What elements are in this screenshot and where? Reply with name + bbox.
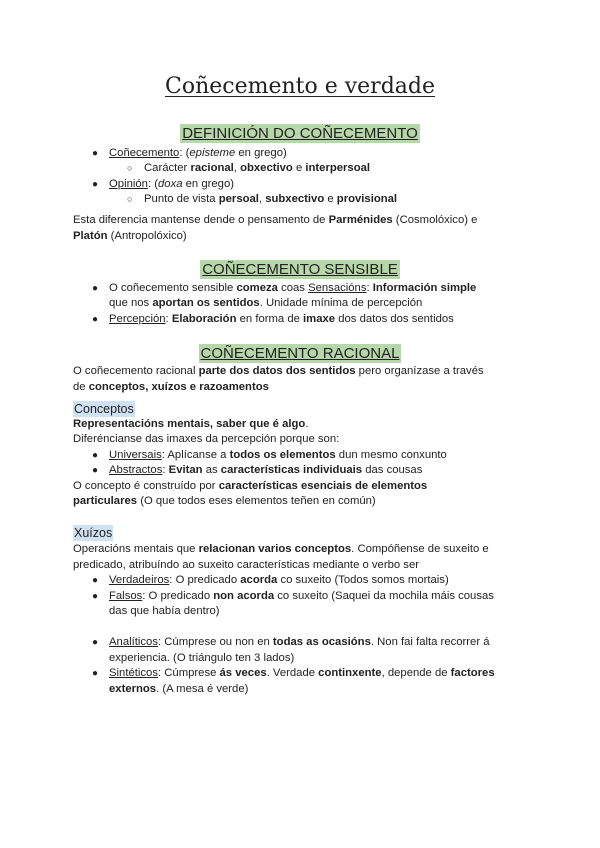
- bold-obxectivo: obxectivo: [240, 162, 293, 174]
- italic-episteme: episteme: [189, 147, 236, 159]
- text-span: : (: [179, 147, 190, 159]
- text-span: . Non fai falta recorrer á: [370, 636, 490, 648]
- conceptos-line3: [73, 479, 427, 494]
- bold-interpersoal: interpersoal: [305, 162, 371, 174]
- bold-elaboracion: Elaboración: [171, 313, 237, 325]
- text-span: en grego): [235, 147, 287, 159]
- text-span: e: [292, 162, 306, 174]
- text-span: ,: [258, 193, 266, 205]
- circle-bullet-icon: ○: [127, 194, 133, 204]
- text-span: O concepto é construído por: [73, 480, 219, 492]
- text-span: : (: [147, 178, 158, 190]
- text-span: en forma de: [236, 313, 304, 325]
- term-verdadeiros: Verdadeiros: [109, 574, 170, 586]
- definicion-subitem-caracter: [144, 161, 370, 176]
- bold-aportan: aportan os sentidos: [152, 297, 260, 309]
- text-span: (Cosmolóxico) e: [392, 214, 478, 226]
- text-span: : Aplícanse a: [161, 449, 230, 461]
- term-percepcion: Percepción: [109, 313, 166, 325]
- italic-doxa: doxa: [158, 178, 183, 190]
- subheading-xuizos: Xuízos: [74, 526, 113, 540]
- term-sensacions: Sensacións: [308, 282, 367, 294]
- term-abstractos: Abstractos: [109, 464, 163, 476]
- text-span: :: [165, 313, 172, 325]
- text-span: . Compóñense de suxeito e: [351, 543, 489, 555]
- conceptos-line2: Diferéncianse das imaxes da percepción porque son:: [73, 433, 340, 445]
- bold-acorda: acorda: [240, 574, 278, 586]
- bold-subxectivo: subxectivo: [265, 193, 325, 205]
- bullet-icon: ●: [92, 314, 99, 325]
- text-span: Punto de vista: [144, 193, 219, 205]
- bold-factores: factores: [450, 667, 495, 679]
- xuizos-bullet-sinteticos: [109, 666, 495, 681]
- conceptos-line4: [73, 494, 376, 509]
- bold-todos-elementos: todos os elementos: [229, 449, 336, 461]
- bold-persoal: persoal: [218, 193, 259, 205]
- text-span: co suxeito (Saquei da mochila máis cousas: [274, 590, 494, 602]
- bold-parmenides: Parménides: [328, 214, 393, 226]
- xuizos-bullet-sinteticos-cont: [109, 682, 248, 697]
- section-heading-sensible-wrap: [0, 260, 600, 279]
- text-span: pero organízase a través: [355, 365, 484, 377]
- text-span: en grego): [182, 178, 234, 190]
- bold-provisional: provisional: [336, 193, 398, 205]
- subheading-conceptos: Conceptos: [74, 402, 134, 416]
- term-universais: Universais: [109, 449, 162, 461]
- xuizos-line2: predicado, atribuíndo ao suxeito características mediante o verbo ser: [73, 559, 420, 571]
- bold-evitan: Evitan: [168, 464, 203, 476]
- xuizos-line1: [73, 542, 489, 557]
- bullet-icon: ●: [92, 465, 99, 476]
- text-span: .: [305, 418, 309, 430]
- bold-informacion-simple: Información simple: [372, 282, 477, 294]
- bold-platon: Platón: [73, 230, 108, 242]
- term-analiticos: Analíticos: [109, 636, 158, 648]
- text-span: (Antropolóxico): [107, 230, 187, 242]
- text-span: :: [162, 464, 169, 476]
- bullet-icon: ●: [92, 637, 99, 648]
- bold-imaxe: imaxe: [303, 313, 336, 325]
- term-falsos: Falsos: [109, 590, 143, 602]
- definicion-paragraph-line2: [73, 229, 187, 244]
- xuizos-bullet-falsos-cont: das que había dentro): [109, 605, 220, 617]
- term-opinion: Opinión: [109, 178, 148, 190]
- bullet-icon: ●: [92, 450, 99, 461]
- text-span: . Unidade mínima de percepción: [259, 297, 423, 309]
- bold-non-acorda: non acorda: [213, 590, 275, 602]
- xuizos-bullet-analiticos-cont: experiencia. (O triángulo ten 3 lados): [109, 652, 295, 664]
- bold-caracteristicas-esenciais: características esenciais de elementos: [218, 480, 428, 492]
- bold-as-veces: ás veces: [219, 667, 267, 679]
- text-span: as: [202, 464, 221, 476]
- text-span: coas: [277, 282, 309, 294]
- text-span: ,: [233, 162, 241, 174]
- bold-conceptos-xuizos: conceptos, xuízos e razoamentos: [88, 381, 269, 393]
- text-span: que nos: [109, 297, 153, 309]
- bold-todas-ocasions: todas as ocasións: [272, 636, 371, 648]
- text-span: . (A mesa é verde): [156, 683, 249, 695]
- section-heading-definicion: DEFINICIÓN DO COÑECEMENTO: [182, 125, 418, 142]
- text-span: co suxeito (Todos somos mortais): [277, 574, 449, 586]
- section-heading-sensible: COÑECEMENTO SENSIBLE: [202, 261, 398, 278]
- bullet-icon: ●: [92, 575, 99, 586]
- definicion-paragraph-line1: [73, 213, 477, 228]
- term-coñecemento: Coñecemento: [109, 147, 180, 159]
- bold-parte-datos: parte dos datos dos sentidos: [198, 365, 356, 377]
- bullet-icon: ●: [92, 591, 99, 602]
- text-span: Esta diferencia mantense dende o pensamento de: [73, 214, 329, 226]
- xuizos-bullet-analiticos: [109, 635, 490, 650]
- sensible-line3: [109, 312, 454, 327]
- conceptos-bullet-abstractos: [109, 463, 422, 478]
- bold-racional: racional: [190, 162, 234, 174]
- text-span: O coñecemento racional: [73, 365, 199, 377]
- text-span: . Verdade: [266, 667, 319, 679]
- bold-caracteristicas-individuais: características individuais: [220, 464, 363, 476]
- sensible-line2: [109, 296, 422, 311]
- bold-externos: externos: [109, 683, 157, 695]
- text-span: Carácter: [144, 162, 191, 174]
- bullet-icon: ●: [92, 668, 99, 679]
- page-title: Coñecemento e verdade: [164, 74, 435, 99]
- bullet-icon: ●: [92, 148, 99, 159]
- text-span: dun mesmo conxunto: [335, 449, 447, 461]
- xuizos-bullet-verdadeiros: [109, 573, 449, 588]
- racional-line1: [73, 364, 484, 379]
- bullet-icon: ●: [92, 283, 99, 294]
- conceptos-bullet-universais: [109, 448, 447, 463]
- definicion-item-coñecemento: [109, 146, 287, 161]
- section-heading-racional: COÑECEMENTO RACIONAL: [200, 345, 400, 362]
- conceptos-line1: [73, 417, 308, 432]
- bold-comeza: comeza: [236, 282, 278, 294]
- text-span: e: [324, 193, 337, 205]
- sensible-line1: [109, 281, 476, 296]
- racional-line2: [73, 380, 269, 395]
- text-span: : O predicado: [142, 590, 214, 602]
- text-span: O coñecemento sensible: [109, 282, 237, 294]
- bold-relacionan: relacionan varios conceptos: [198, 543, 352, 555]
- text-span: de: [73, 381, 89, 393]
- bold-particulares: particulares: [73, 495, 138, 507]
- bullet-icon: ●: [92, 179, 99, 190]
- text-span: das cousas: [362, 464, 423, 476]
- text-span: :: [366, 282, 373, 294]
- text-span: Operacións mentais que: [73, 543, 199, 555]
- text-span: (O que todos eses elementos teñen en común): [137, 495, 376, 507]
- definicion-item-opinion: [109, 177, 234, 192]
- definicion-subitem-punto: [144, 192, 397, 207]
- bold-continxente: continxente: [318, 667, 382, 679]
- text-span: dos datos dos sentidos: [335, 313, 454, 325]
- section-heading-racional-wrap: [0, 344, 600, 363]
- text-span: : Cúmprese ou non en: [157, 636, 273, 648]
- term-sinteticos: Sintéticos: [109, 667, 158, 679]
- text-span: , depende de: [381, 667, 451, 679]
- xuizos-bullet-falsos: [109, 589, 494, 604]
- bold-representacions: Representacións mentais, saber que é algo: [73, 418, 306, 430]
- circle-bullet-icon: ○: [127, 163, 133, 173]
- text-span: : Cúmprese: [157, 667, 220, 679]
- text-span: : O predicado: [169, 574, 241, 586]
- section-heading-definicion-wrap: [0, 124, 600, 143]
